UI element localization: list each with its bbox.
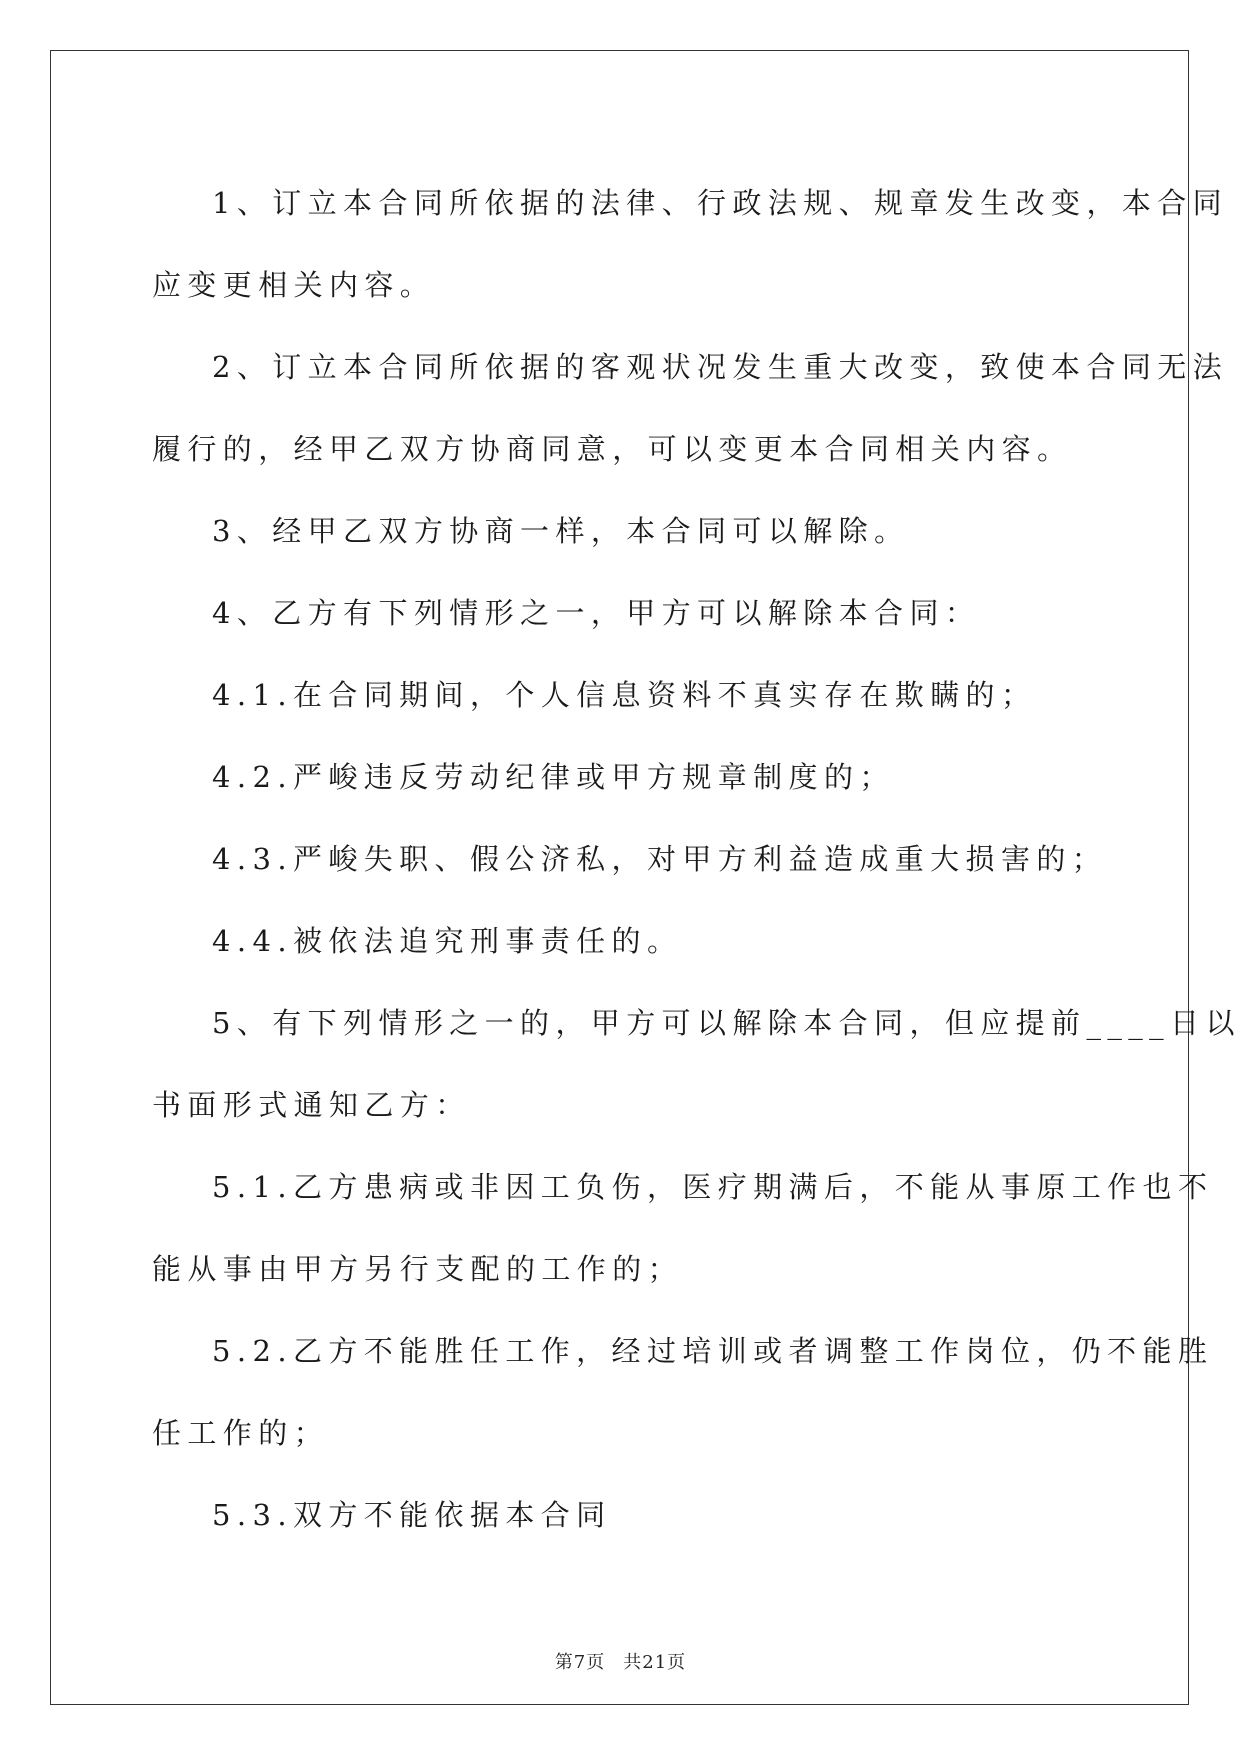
line-8: 4.2.严峻违反劳动纪律或甲方规章制度的；: [212, 760, 895, 794]
line-5: 3、经甲乙双方协商一样，本合同可以解除。: [212, 514, 910, 548]
page-number-current: 第7页: [554, 1652, 606, 1673]
page-footer: [0, 1648, 1241, 1674]
line-12: 书面形式通知乙方：: [152, 1088, 471, 1122]
document-body: [152, 162, 1241, 1556]
line-6: 4、乙方有下列情形之一，甲方可以解除本合同：: [212, 596, 981, 630]
line-15: 5.2.乙方不能胜任工作，经过培训或者调整工作岗位，仍不能胜: [212, 1334, 1214, 1368]
line-3: 2、订立本合同所依据的客观状况发生重大改变，致使本合同无法: [212, 350, 1229, 384]
line-10: 4.4.被依法追究刑事责任的。: [212, 924, 683, 958]
line-4: 履行的，经甲乙双方协商同意，可以变更本合同相关内容。: [152, 432, 1073, 466]
page-number-total: 共21页: [623, 1652, 687, 1673]
line-2: 应变更相关内容。: [152, 268, 436, 302]
line-17: 5.3.双方不能依据本合同: [212, 1498, 612, 1532]
line-11: 5、有下列情形之一的，甲方可以解除本合同，但应提前____日以: [212, 1006, 1241, 1040]
line-14: 能从事由甲方另行支配的工作的；: [152, 1252, 684, 1286]
line-13: 5.1.乙方患病或非因工负伤，医疗期满后，不能从事原工作也不: [212, 1170, 1214, 1204]
line-7: 4.1.在合同期间，个人信息资料不真实存在欺瞒的；: [212, 678, 1037, 712]
line-9: 4.3.严峻失职、假公济私，对甲方利益造成重大损害的；: [212, 842, 1108, 876]
line-1: 1、订立本合同所依据的法律、行政法规、规章发生改变，本合同: [212, 186, 1229, 220]
line-16: 任工作的；: [152, 1416, 330, 1450]
